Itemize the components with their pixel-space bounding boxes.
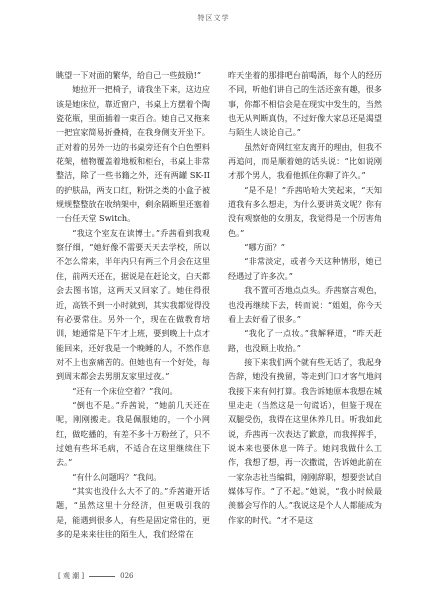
- paragraph: “其实也没什么大不了的。”乔茜避开话题，“虽然这里十分经济，但更吸引我的是，能遇到很多人，有些是固定常住的，更多的是来来往往的陌生人，我们经常在: [56, 485, 210, 539]
- paragraph: “倒也不是。”乔茜说，“她前几天还在呢，刚刚搬走。我是佩服她的，一个小网红，做吃播的，有差不多十万粉丝了，只不过她有些坏毛病，不适合在这里继续住下去。”: [56, 399, 210, 468]
- paragraph: 接下来我们两个就有些无话了，我起身告辞，她没有挽留，等走到门口才客气地问我接下来有何打算。我告诉她原本我想在城里走走（当然这是一句谎话），但鉴于现在双腿受伤，我得在这里休养几日。听我如此说，乔茜再一次表达了歉意，而我挥挥手，说本来也要休息一阵子。她问我做什么工作，我想了想，再一次撒谎，告诉她此前在一家杂志社当编辑，刚刚辞职，想要尝试自媒体写作。“了不起。”她说，“我小时候最羡慕会写作的人。”我说这是个人人都能成为作家的时代。“才不是这: [228, 356, 382, 525]
- paragraph: “哪方面？”: [244, 242, 285, 253]
- footer-section-label: [ 观 潮 ]: [58, 572, 85, 580]
- paragraph: “我这个室友在读博士。”乔茜看到我观察仔细，“她好像不需要天天去学校，所以不怎么常来，半年内只有两三个月会在这里住，前两天还在，据说是在赶论文，白天都会去图书馆，这两天又回家了。她住得很近，高铁不到一小时就到，其实我都觉得没有必要常住。另外一个，现在在做教育培训，她通常是下午才上班，要到晚上十点才能回来，还好我是一个晚睡的人，不然作息对不上也蛮痛苦的。但她也有一个好处，每到周末都会去男朋友家里过夜。”: [56, 227, 210, 382]
- left-text-column: [56, 68, 210, 541]
- footer-rule: [89, 576, 115, 577]
- paragraph: 我不置可否地点点头。乔茜察言观色，也没再继续下去，转而说：“姐姐，你今天看上去好看了很多。”: [228, 285, 382, 324]
- page-footer: [58, 571, 134, 581]
- page-number: 026: [120, 572, 134, 580]
- paragraph: “是不是！”乔茜哈哈大笑起来，“天知道我有多么想走，为什么要讲英文呢？你有没有观察他的女朋友，我觉得是一个厉害角色。”: [228, 184, 382, 238]
- right-text-column: [228, 68, 382, 527]
- paragraph: 虽然好奇网红室友离开的理由，但我不再追问，而是顺着她的话头说：“比如说刚才那个男人，我看他抓住你聊了许久。”: [228, 141, 382, 181]
- paragraph: “我化了一点妆。”我解释道，“昨天赶路，也没顾上收拾。”: [228, 328, 382, 353]
- paragraph: “有什么问题吗？”我问。: [72, 471, 162, 482]
- paragraph: 眺望一下对面的繁华，给自己一些鼓励!”: [56, 70, 201, 80]
- paragraph: 她拉开一把椅子，请我坐下来，这边应该是她床位，靠近窗户，书桌上方摆着个陶瓷花瓶，里面插着一束百合。她自己又拖来一把宜家简易折叠椅，在我身侧支开坐下。正对着的另外一边的书桌旁还有个白色塑料花架，植物覆盖着地板和柜台，书桌上非常整洁，除了一些书籍之外，还有两罐 SK-II 的护肤品，两支口红，粉饼之类的小盒子被规规整整放在收纳架中，剩余隔断里还塞着一台任天堂 Switch。: [56, 84, 210, 224]
- paragraph: “非常淡定，或者今天这种情形，她已经遇过了许多次。”: [228, 256, 382, 281]
- paragraph: “还有一个床位空着？”我问。: [72, 385, 178, 396]
- paragraph: 昨天坐着的那排吧台前喝酒，每个人的经历不同，听他们讲自己的生活还蛮有趣，很多事，你都不相信会是在现实中发生的，当然也无从判断真伪，不过好像大家总还是渴望与陌生人谈论自己。”: [228, 70, 382, 138]
- section-header: 特区文学: [197, 14, 230, 22]
